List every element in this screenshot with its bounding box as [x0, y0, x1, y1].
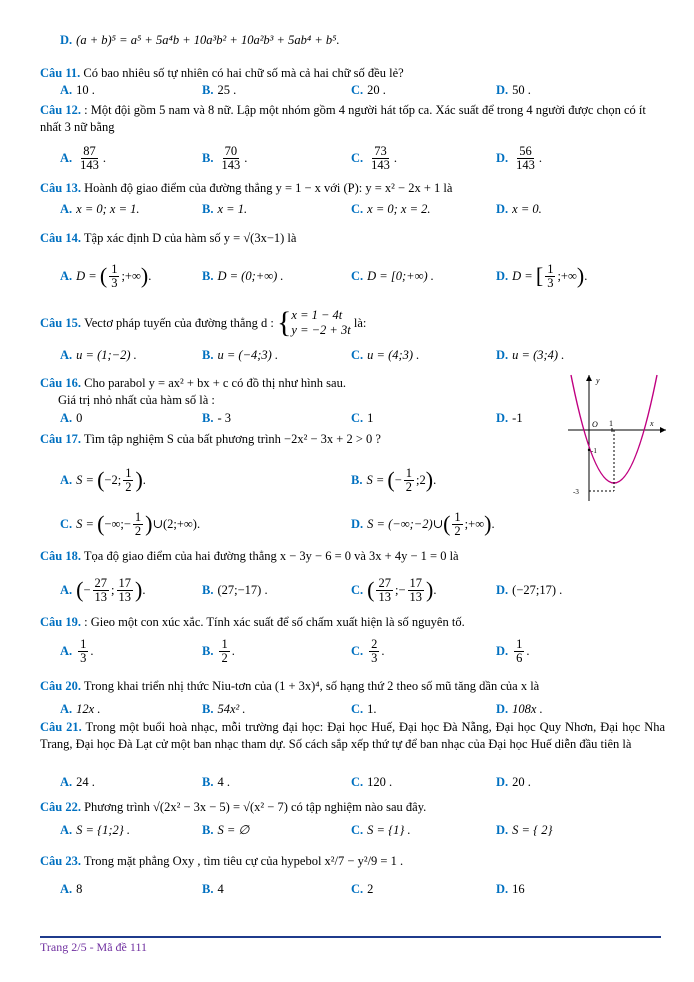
- question-13: Câu 13. Hoành độ giao điểm của đường thẳng y = 1 − x với (P): y = x² − 2x + 1 là: [40, 181, 453, 195]
- question-21: Câu 21. Trong một buổi hoà nhạc, mỗi trường đại học: Đại học Huế, Đại học Đà Nẵng, Đại học Quy Nhơn, Đại học Nha Trang, Đại học Đà Lạt cử một ban nhạc tham dự. Số cách sắp xếp thứ tự để ban nhạc của Đại học Huế diễn đầu tiên là: [40, 720, 666, 751]
- point-minus-1: [588, 449, 590, 451]
- q18-options: A. ( − $\frac{27}{13}$ ; $\frac{17}{13}$ ) . B. (27;−17) . C. ( $\frac{27}{13}$ ;− $\frac{17}{13}$ ) . D. (−27;17) .: [60, 575, 563, 604]
- question-17: Câu 17. Tìm tập nghiệm S của bất phương trình −2x² − 3x + 2 > 0 ?: [40, 432, 381, 446]
- minus-one-label: -1: [591, 447, 597, 455]
- question-18: Câu 18. Tọa độ giao điểm của hai đường thẳng x − 3y − 6 = 0 và 3x + 4y − 1 = 0 là: [40, 549, 459, 563]
- question-12: Câu 12. : Một đội gồm 5 nam và 8 nữ. Lập một nhóm gồm 4 người hát tốp ca. Xác suất để trong 4 người được chọn có ít nhất 3 nữ bằng: [40, 103, 646, 134]
- question-14: Câu 14. Tập xác định D của hàm số y = √(3x−1) là: [40, 231, 297, 245]
- q19-options: A. $\frac{1}{3}$ . B. $\frac{1}{2}$ . C. $\frac{2}{3}$ . D. $\frac{1}{6}$ .: [60, 636, 530, 665]
- y-label: y: [596, 376, 600, 385]
- q20-options: A. 12x . B. 54x² . C. 1. D. 108x .: [60, 701, 543, 716]
- q16-options: A. 0 B. - 3 C. 1 D. -1: [60, 410, 523, 425]
- q17-options-cd: C. S = ( −∞;− $\frac{1}{2}$ ) ∪(2;+∞). D. S = (−∞;−2)∪ ( $\frac{1}{2}$ ;+∞ ) .: [60, 509, 495, 538]
- question-20: Câu 20. Trong khai triển nhị thức Niu-tơn của (1 + 3x)⁴, số hạng thứ 2 theo số mũ tăng dần của x là: [40, 679, 540, 693]
- y-axis-arrow: [586, 375, 592, 381]
- question-22: Câu 22. Phương trình √(2x² − 3x − 5) = √(x² − 7) có tập nghiệm nào sau đây.: [40, 800, 427, 814]
- page-footer: [40, 936, 661, 955]
- question-19: Câu 19. : Gieo một con xúc xắc. Tính xác suất để số chấm xuất hiện là số nguyên tố.: [40, 615, 465, 629]
- q14-options: A. D = ( $\frac{1}{3}$ ;+∞ ) . B. D = (0;+∞) . C. D = [0;+∞) . D. D = [ $\frac{1}{3}$ ;+∞ ) .: [60, 261, 588, 290]
- one-label: 1: [609, 419, 613, 428]
- minus-three-label: -3: [573, 488, 579, 496]
- parabola-graph: [568, 373, 668, 503]
- q13-options: A. x = 0; x = 1. B. x = 1. C. x = 0; x = 2. D. x = 0.: [60, 201, 542, 216]
- q12-options: A. $\frac{87}{143}$ . B. $\frac{70}{143}$ . C. $\frac{73}{143}$ . D. $\frac{56}{143}$ .: [60, 143, 543, 172]
- q15-options: A. u = (1;−2) . B. u = (−4;3) . C. u = (4;3) . D. u = (3;4) .: [60, 347, 565, 362]
- question-11: Câu 11. Có bao nhiêu số tự nhiên có hai chữ số mà cả hai chữ số đều lẻ?: [40, 66, 404, 80]
- q17-options-ab: A. S = ( −2; $\frac{1}{2}$ ) . B. S = ( − $\frac{1}{2}$ ;2 ) .: [60, 465, 437, 494]
- question-15: Câu 15. Vectơ pháp tuyến của đường thẳng d : { x = 1 − 4t y = −2 + 3t là:: [40, 306, 367, 339]
- q11-options: A. 10 . B. 25 . C. 20 . D. 50 .: [60, 82, 531, 97]
- x-axis-arrow: [660, 427, 666, 433]
- q22-options: A. S = {1;2} . B. S = ∅ C. S = {1} . D. S = { 2}: [60, 822, 553, 837]
- question-16: Câu 16. Cho parabol y = ax² + bx + c có đồ thị như hình sau.: [40, 376, 346, 390]
- footer-text: Trang 2/5 - Mã đề 111: [40, 940, 147, 954]
- q23-options: A. 8 B. 4 C. 2 D. 16: [60, 881, 525, 896]
- q21-options: A. 24 . B. 4 . C. 120 . D. 20 .: [60, 774, 531, 789]
- q10-option-d: D. (a + b)⁵ = a⁵ + 5a⁴b + 10a³b² + 10a²b³ + 5ab⁴ + b⁵.: [60, 32, 340, 47]
- origin-label: O: [592, 420, 598, 429]
- question-16-sub: Giá trị nhỏ nhất của hàm số là :: [58, 393, 215, 407]
- x-label: x: [650, 419, 654, 428]
- question-23: Câu 23. Trong mặt phẳng Oxy , tìm tiêu cự của hypebol x²/7 − y²/9 = 1 .: [40, 854, 404, 868]
